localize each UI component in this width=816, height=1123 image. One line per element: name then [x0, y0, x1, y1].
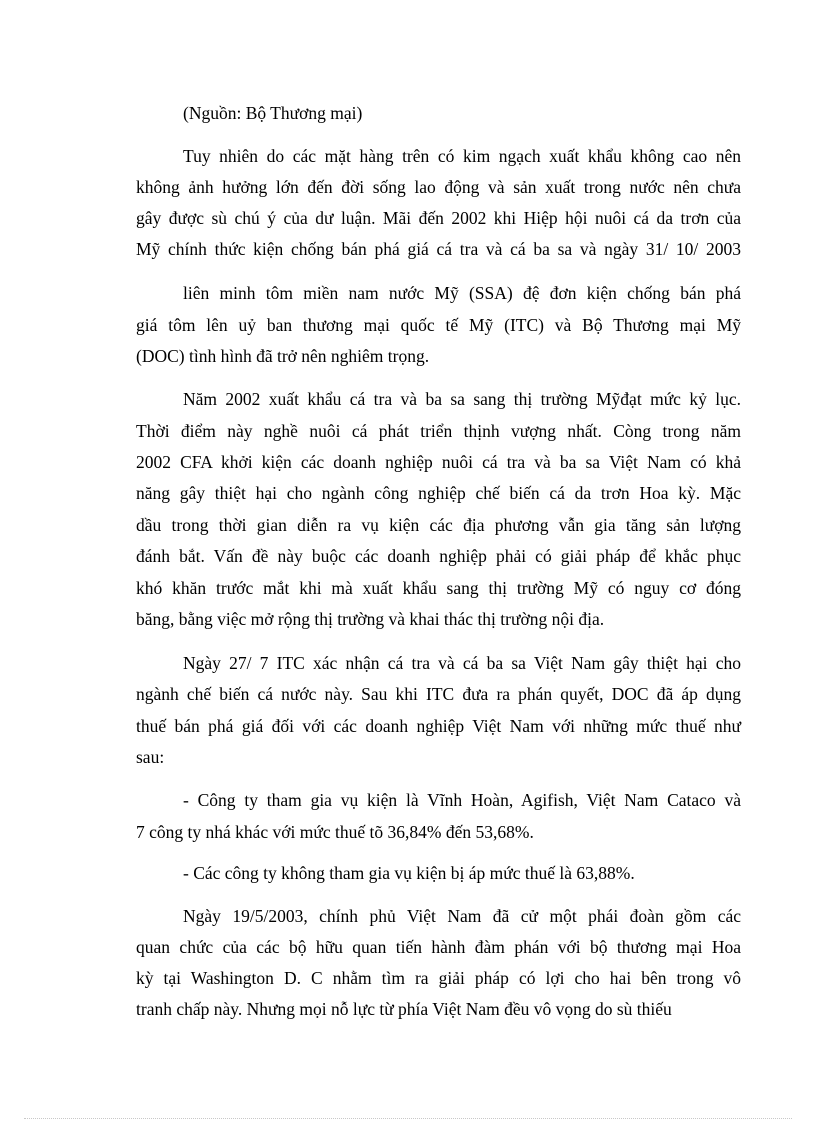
- paragraph-3-line-6: đánh bắt. Vấn đề này buộc các doanh nghiệp phải có giải pháp để khắc phục: [136, 546, 741, 566]
- source-note: (Nguồn: Bộ Thương mại): [183, 103, 363, 123]
- paragraph-4-line-4: sau:: [136, 747, 165, 767]
- paragraph-2-line-1: liên minh tôm miền nam nước Mỹ (SSA) đệ đơn kiện chống bán phá: [183, 283, 741, 303]
- paragraph-4-line-2: ngành chế biến cá nước này. Sau khi ITC đưa ra phán quyết, DOC đã áp dụng: [136, 684, 741, 704]
- paragraph-2-line-3: (DOC) tình hình đã trở nên nghiêm trọng.: [136, 346, 430, 366]
- paragraph-3-line-4: năng gây thiệt hại cho ngành công nghiệp chế biến cá da trơn Hoa kỳ. Mặc: [136, 483, 741, 503]
- paragraph-4-line-3: thuế bán phá giá đối với các doanh nghiệp Việt Nam với những mức thuế như: [136, 716, 741, 736]
- page-bottom-divider: [24, 1118, 792, 1119]
- paragraph-7-line-2: quan chức của các bộ hữu quan tiến hành đàm phán với bộ thương mại Hoa: [136, 937, 741, 957]
- paragraph-3-line-7: khó khăn trước mắt khi mà xuất khẩu sang thị trường Mỹ có nguy cơ đóng: [136, 578, 741, 598]
- paragraph-7-line-1: Ngày 19/5/2003, chính phủ Việt Nam đã cử một phái đoàn gồm các: [183, 906, 741, 926]
- paragraph-4-line-1: Ngày 27/ 7 ITC xác nhận cá tra và cá ba sa Việt Nam gây thiệt hại cho: [183, 653, 741, 673]
- paragraph-1-line-2: không ảnh hưởng lớn đến đời sống lao động và sản xuất trong nước nên chưa: [136, 177, 741, 197]
- paragraph-1-line-1: Tuy nhiên do các mặt hàng trên có kim ngạch xuất khẩu không cao nên: [183, 146, 741, 166]
- paragraph-3-line-1: Năm 2002 xuất khẩu cá tra và ba sa sang thị trường Mỹđạt mức kỷ lục.: [183, 389, 741, 409]
- paragraph-3-line-5: dầu trong thời gian diễn ra vụ kiện các địa phương vẫn gia tăng sản lượng: [136, 515, 741, 535]
- paragraph-1-line-3: gây được sù chú ý của dư luận. Mãi đến 2002 khi Hiệp hội nuôi cá da trơn của: [136, 208, 741, 228]
- paragraph-7-line-3: kỳ tại Washington D. C nhằm tìm ra giải pháp có lợi cho hai bên trong vô: [136, 968, 741, 988]
- list-item-1-line-2: 7 công ty nhá khác với mức thuế tõ 36,84% đến 53,68%.: [136, 822, 534, 842]
- paragraph-1-line-4: Mỹ chính thức kiện chống bán phá giá cá tra và cá ba sa và ngày 31/ 10/ 2003: [136, 239, 741, 259]
- paragraph-7-line-4: tranh chấp này. Nhưng mọi nỗ lực từ phía Việt Nam đều vô vọng do sù thiếu: [136, 999, 672, 1019]
- paragraph-3-line-2: Thời điểm này nghề nuôi cá phát triển thịnh vượng nhất. Còng trong năm: [136, 421, 741, 441]
- paragraph-3-line-3: 2002 CFA khởi kiện các doanh nghiệp nuôi cá tra và ba sa Việt Nam có khả: [136, 452, 741, 472]
- paragraph-2-line-2: giá tôm lên uỷ ban thương mại quốc tế Mỹ (ITC) và Bộ Thương mại Mỹ: [136, 315, 741, 335]
- list-item-1-line-1: - Công ty tham gia vụ kiện là Vĩnh Hoàn, Agifish, Việt Nam Cataco và: [183, 790, 741, 810]
- list-item-2-line-1: - Các công ty không tham gia vụ kiện bị áp mức thuế là 63,88%.: [183, 863, 635, 883]
- paragraph-3-line-8: băng, bằng việc mở rộng thị trường và khai thác thị trường nội địa.: [136, 609, 605, 629]
